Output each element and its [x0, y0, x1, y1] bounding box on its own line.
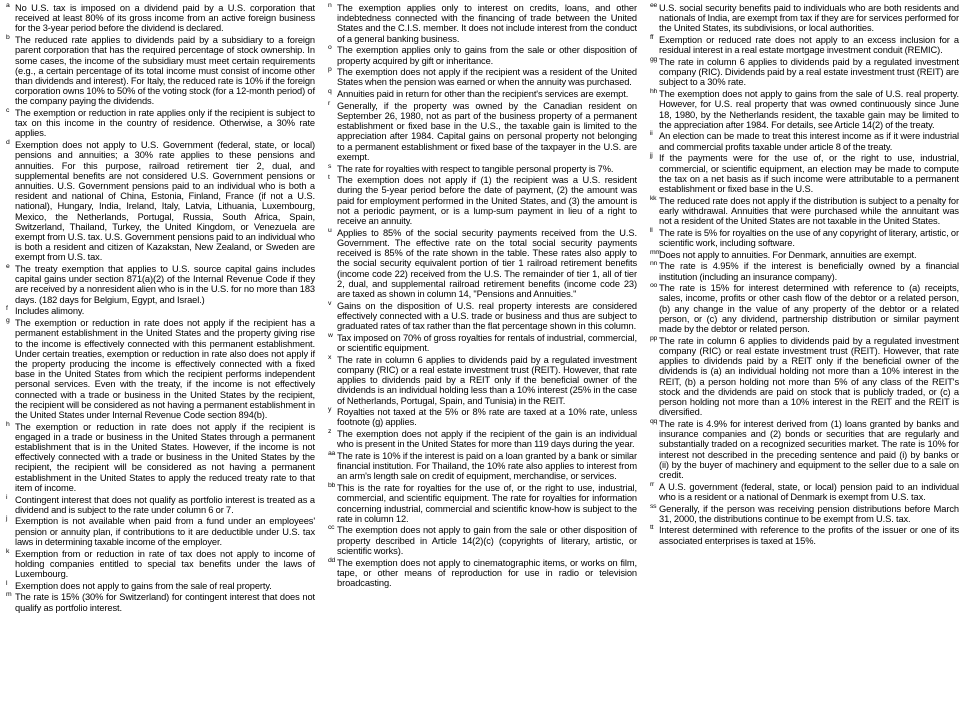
footnote-text: No U.S. tax is imposed on a dividend paid by a U.S. corporation that received at least 80% of its gross income from an active foreign business for the 3-year period before the dividend is declared.: [15, 3, 315, 34]
footnote-marker: s: [328, 162, 332, 170]
footnote: [6, 35, 315, 106]
footnote: [650, 35, 959, 55]
footnote-text: The exemption or reduction in rate applies only if the recipient is subject to tax on this income in the country of residence. Otherwise, a 30% rate applies.: [15, 108, 315, 139]
footnote-marker: c: [6, 107, 10, 115]
footnotes-column-2: [328, 3, 637, 721]
footnote-marker: w: [328, 331, 333, 339]
footnote-text: Exemption does not apply to U.S. Government (federal, state, or local) pensions and annuities; a 30% rate applies to these pensions and annuities. For this purpose, railroad retirement tier 2, dual, and supplemental benefits are not considered U.S. Government pensions or annuities. U.S. Government pensions paid to an individual who is both a resident and national of China, Estonia, Finland, France (if not a U.S. national), Hungary, India, Ireland, Italy, Latvia, Lithuania, Luxembourg, Mexico, the Netherlands, Portugal, Russia, South Africa, Spain, Switzerland, Thailand, Turkey, the United Kingdom, or Venezuela are exempt from U.S. tax. U.S. Government pensions paid to an individual who is both a resident and citizen of Kazakstan, New Zealand, or Sweden are exempt from U.S. tax.: [15, 140, 315, 263]
footnote: [328, 483, 637, 524]
footnote-marker: o: [328, 44, 332, 52]
footnote-text: The exemption does not apply to cinematographic items, or works on film, tape, or other means of reproduction for use in radio or television broadcasting.: [337, 557, 637, 588]
footnote-marker: i: [6, 493, 8, 501]
footnote: [6, 592, 315, 612]
footnote-marker: tt: [650, 524, 654, 532]
footnote-marker: k: [6, 547, 10, 555]
footnote: [328, 175, 637, 226]
footnote: [328, 301, 637, 332]
footnote: [328, 558, 637, 589]
footnote-marker: ff: [650, 34, 654, 42]
footnote-text: Does not apply to annuities. For Denmark, annuities are exempt.: [659, 249, 917, 260]
footnote: [650, 482, 959, 502]
footnote-marker: gg: [650, 56, 657, 64]
footnote-text: Annuities paid in return for other than the recipient's services are exempt.: [337, 89, 629, 100]
footnote-marker: h: [6, 420, 10, 428]
footnote-marker: p: [328, 66, 332, 74]
footnote-marker: kk: [650, 194, 657, 202]
footnote: [328, 89, 637, 99]
footnote: [6, 318, 315, 420]
footnote-marker: b: [6, 34, 10, 42]
footnote: [328, 164, 637, 174]
footnote: [328, 45, 637, 65]
footnote: [650, 283, 959, 334]
footnote: [328, 228, 637, 299]
footnote-text: The reduced rate does not apply if the distribution is subject to a penalty for early withdrawal. Annuities that were purchased while the annuitant was not a resident of the United States are not taxable in the United States.: [659, 195, 959, 227]
footnote-text: The rate is 4.95% if the interest is beneficially owned by a financial institution (including an insurance company).: [659, 261, 959, 282]
footnote: [6, 140, 315, 262]
footnote-text: Exemption does not apply to gains from the sale of real property.: [15, 580, 272, 591]
footnote-marker: ii: [650, 130, 653, 138]
footnote-marker: rr: [650, 480, 654, 488]
footnote-text: The exemption does not apply if the recipient of the gain is an individual who is present in the United States for more than 119 days during the year.: [337, 429, 637, 450]
footnote: [650, 3, 959, 34]
footnotes-column-1: [6, 3, 315, 721]
footnote-text: The exemption does not apply to gains from the sale of U.S. real property. However, for U.S. real property that was owned continuously since June 18, 1980, by the Netherlands resident, the taxable gain may be limited to the appreciation after 1984. For details, see Article 14(2) of the treaty.: [659, 89, 959, 130]
footnote-text: This is the rate for royalties for the use of, or the right to use, industrial, commercial, and scientific equipment. The rate for royalties for information concerning industrial, commercial and scientific know-how is subject to the rate in column 12.: [337, 483, 637, 524]
footnote: [328, 355, 637, 406]
footnote: [328, 3, 637, 44]
footnote-marker: z: [328, 428, 332, 436]
footnote-marker: q: [328, 88, 332, 96]
footnote-text: The rate in column 6 applies to dividends paid by a regulated investment company (RIC) or a real estate investment trust (REIT). However, that rate applies to dividends paid by a REIT only if the beneficial owner of the dividends is an individual holding less than a 10% interest (25% in the case of Netherlands, Portugal, Spain, and Tunisia) in the REIT.: [337, 354, 637, 406]
footnote: [6, 306, 315, 316]
footnote-text: A U.S. government (federal, state, or local) pension paid to an individual who is a resident or a national of Denmark is exempt from U.S. tax.: [659, 481, 959, 502]
footnote-marker: r: [328, 99, 330, 107]
footnote-text: The exemption applies only to interest on credits, loans, and other indebtedness connected with the financing of trade between the United States and the C.I.S. member. It does not include interest from the conduct of a general banking business.: [337, 3, 637, 44]
footnote: [328, 407, 637, 427]
footnote-marker: y: [328, 406, 332, 414]
footnote: [6, 264, 315, 305]
footnote: [6, 422, 315, 493]
footnote-marker: aa: [328, 450, 335, 458]
footnote-text: The exemption or reduction in rate does not apply if the recipient is engaged in a trade or business in the United States through a permanent establishment that is in the United States. However, if the income is not effectively connected with a trade or business in the United States by the recipient, the recipient will be considered as not having a permanent establishment in the United States to apply the reduced treaty rate to that item of income.: [15, 421, 315, 493]
footnote-marker: d: [6, 139, 10, 147]
footnote-text: Generally, if the property was owned by the Canadian resident on September 26, 1980, not as part of the business property of a permanent establishment or fixed base in the U.S., the taxable gain is limited to the appreciation after 1984. Capital gains on personal property not belonging to a permanent establishment or fixed base of the taxpayer in the U.S. are exempt.: [337, 100, 637, 162]
footnote-marker: f: [6, 305, 8, 313]
footnote: [328, 333, 637, 353]
footnote: [6, 516, 315, 547]
footnote-marker: l: [6, 579, 8, 587]
footnote-marker: ee: [650, 2, 657, 9]
footnote-marker: n: [328, 2, 332, 9]
footnote-text: Includes alimony.: [15, 306, 85, 317]
footnote: [650, 228, 959, 248]
footnote: [650, 196, 959, 227]
footnote: [6, 495, 315, 515]
footnote-marker: cc: [328, 524, 335, 532]
footnote-text: The exemption does not apply if the recipient was a resident of the United States when the pension was earned or when the annuity was purchased.: [337, 67, 637, 88]
footnote-marker: qq: [650, 417, 657, 425]
footnote-marker: g: [6, 317, 10, 325]
footnote-text: The rate is 10% if the interest is paid on a loan granted by a bank or similar financial institution. For Thailand, the 10% rate also applies to interest from an arm's length sale on credit of equipment, merchandise, or services.: [337, 451, 637, 482]
footnote-text: The reduced rate applies to dividends paid by a subsidiary to a foreign parent corporation that has the required percentage of stock ownership. In some cases, the income of the subsidiary must meet certain requirements (e.g., a certain percentage of its total income must consist of income other than dividends and interest). For Italy, the reduced rate is 10% if the foreign corporation owns 10% to 50% of the voting stock (for a 12-month period) of the company paying the dividends.: [15, 35, 315, 107]
footnote: [650, 504, 959, 524]
footnote-marker: mm: [650, 248, 661, 256]
footnote-marker: pp: [650, 334, 657, 342]
footnote-text: Royalties not taxed at the 5% or 8% rate are taxed at a 10% rate, unless footnote (g) applies.: [337, 407, 637, 428]
footnote: [6, 108, 315, 139]
footnote-text: If the payments were for the use of, or the right to use, industrial, commercial, or scientific equipment, an election may be made to compute the tax on a net basis as if such income were attributable to a permanent establishment or fixed base in the U.S.: [659, 153, 959, 194]
footnote: [650, 336, 959, 418]
footnote-marker: jj: [650, 152, 653, 160]
footnote: [328, 429, 637, 449]
footnote-text: U.S. social security benefits paid to individuals who are both residents and nationals of India, are exempt from tax if they are for services performed for the United States, its subdivisions, or local authorities.: [659, 3, 959, 34]
footnote-marker: bb: [328, 482, 335, 490]
footnote-text: The exemption does not apply if (1) the recipient was a U.S. resident during the 5-year period before the date of payment, (2) the amount was paid for employment performed in the United States, and (3) the amount is not a periodic payment, or is a lump-sum payment in lieu of a right to receive an annuity.: [337, 175, 637, 227]
footnote-text: The rate is 4.9% for interest derived from (1) loans granted by banks and insurance companies and (2) bonds or securities that are regularly and substantially traded on a recognized securities market. The rate is 10% for interest not described in the preceding sentence and paid (i) by banks or (ii) by the buyer of machinery and equipment to the seller due to a sale on credit.: [659, 418, 959, 480]
footnote-text: Tax imposed on 70% of gross royalties for rentals of industrial, commercial, or scientific equipment.: [337, 332, 637, 353]
footnote-text: Generally, if the person was receiving pension distributions before March 31, 2000, the distributions continue to be exempt from U.S. tax.: [659, 503, 959, 524]
footnote-text: Exemption or reduced rate does not apply to an excess inclusion for a residual interest in a real estate mortgage investment conduit (REMIC).: [659, 35, 959, 56]
footnote-marker: v: [328, 299, 332, 307]
footnote: [650, 89, 959, 130]
footnote-text: The rate for royalties with respect to tangible personal property is 7%.: [337, 163, 614, 174]
footnote-text: The exemption does not apply to gain from the sale or other disposition of property described in Article 14(2)(c) (copyrights of literary, artistic, or scientific works).: [337, 525, 637, 556]
footnote: [328, 101, 637, 162]
footnote-marker: a: [6, 2, 10, 9]
footnote-text: The treaty exemption that applies to U.S. source capital gains includes capital gains under section 871(a)(2) of the Internal Revenue Code if they are received by a nonresident alien who is in the U.S. for no more than 183 days. (182 days for Belgium, Egypt, and Israel.): [15, 264, 315, 305]
footnote-text: Exemption from or reduction in rate of tax does not apply to income of holding companies entitled to special tax benefits under the laws of Luxembourg.: [15, 548, 315, 579]
footnote-marker: x: [328, 353, 332, 361]
footnote: [6, 581, 315, 591]
footnote-text: The exemption applies only to gains from the sale or other disposition of property acquired by gift or inheritance.: [337, 45, 637, 66]
footnote-marker: j: [6, 515, 8, 523]
footnote: [650, 525, 959, 545]
footnote-marker: hh: [650, 88, 657, 96]
footnote: [650, 250, 959, 260]
footnote-text: Gains on the disposition of U.S. real property interests are considered effectively connected with a U.S. trade or business and thus are subject to graduated rates of tax rather than the flat percentage shown in this column.: [337, 300, 637, 332]
footnote: [650, 153, 959, 194]
footnote-text: Interest determined with reference to the profits of the issuer or one of its associated enterprises is taxed at 15%.: [659, 525, 959, 546]
footnote-text: The rate is 15% for interest determined with reference to (a) receipts, sales, income, profits or other cash flow of the debtor or a related person, (b) any change in the value of any property of the debtor or a related person, or (c) any dividend, partnership distribution or similar payment made by the debtor or related person.: [659, 283, 959, 335]
footnote-text: Applies to 85% of the social security payments received from the U.S. Government. The effective rate on the total social security payments received is 85% of the rate shown in the table. These rates also apply to the social security equivalent portion of tier 1 railroad retirement benefits (income code 22) received from the U.S. The remainder of tier 1, all of tier 2, dual, and supplemental railroad retirement benefits (income code 23) are taxed as shown in column 14, "Pensions and Annuities.": [337, 227, 637, 299]
footnote-text: The rate in column 6 applies to dividends paid by a regulated investment company (RIC). Dividends paid by a real estate investment trust (REIT) are subject to a 30% rate.: [659, 57, 959, 88]
footnote-text: The rate is 5% for royalties on the use of any copyright of literary, artistic, or scientific work, including software.: [659, 227, 959, 248]
footnote-marker: dd: [328, 556, 335, 564]
footnote-marker: e: [6, 263, 10, 271]
footnote-text: The rate is 15% (30% for Switzerland) for contingent interest that does not qualify as portfolio interest.: [15, 592, 315, 613]
footnote: [650, 261, 959, 281]
footnote: [6, 549, 315, 580]
footnote: [328, 525, 637, 556]
footnote: [650, 419, 959, 480]
footnote-marker: t: [328, 174, 330, 182]
footnote-marker: u: [328, 226, 332, 234]
footnote: [328, 67, 637, 87]
footnote-marker: oo: [650, 282, 657, 290]
footnote-marker: ll: [650, 226, 653, 234]
footnote: [650, 57, 959, 88]
footnote-marker: m: [6, 591, 12, 599]
footnote-text: The exemption or reduction in rate does not apply if the recipient has a permanent establishment in the United States and the property giving rise to the income is effectively connected with this permanent establishment. Under certain treaties, exemption or reduction in rate also does not apply if the property producing the income is effectively connected with a fixed base in the United States from which the recipient performs independent personal services. Even with the treaty, if the income is not effectively connected with a trade or business in the United States by the recipient, the recipient will be considered as not having a permanent establishment in the United States under Internal Revenue Code section 894(b).: [15, 318, 315, 420]
footnote-text: An election can be made to treat this interest income as if it were industrial and commercial profits taxable under article 8 of the treaty.: [659, 131, 959, 152]
footnote: [650, 131, 959, 151]
footnote-text: Exemption is not available when paid from a fund under an employees' pension or annuity plan, if contributions to it are deductible under U.S. tax laws in determining taxable income of the employer.: [15, 516, 315, 547]
footnote-marker: ss: [650, 502, 657, 510]
footnotes-column-3: [650, 3, 959, 721]
footnote: [6, 3, 315, 34]
footnote-marker: nn: [650, 260, 657, 268]
footnote-text: Contingent interest that does not qualify as portfolio interest is treated as a dividend and is subject to the rate under column 6 or 7.: [15, 494, 315, 515]
footnote: [328, 451, 637, 482]
footnote-text: The rate in column 6 applies to dividends paid by a regulated investment company (RIC) or real estate investment trust (REIT). However, that rate applies to dividends paid by a REIT only if the beneficial owner of the dividends is (a) an individual holding not more than a 10% interest in the REIT, (b) a person holding not more than 5% of any class of the REIT's stock and the dividends are paid on stock that is publicly traded, or (c) a person holding not more than a 10% interest in the REIT and the REIT is diversified.: [659, 335, 959, 418]
